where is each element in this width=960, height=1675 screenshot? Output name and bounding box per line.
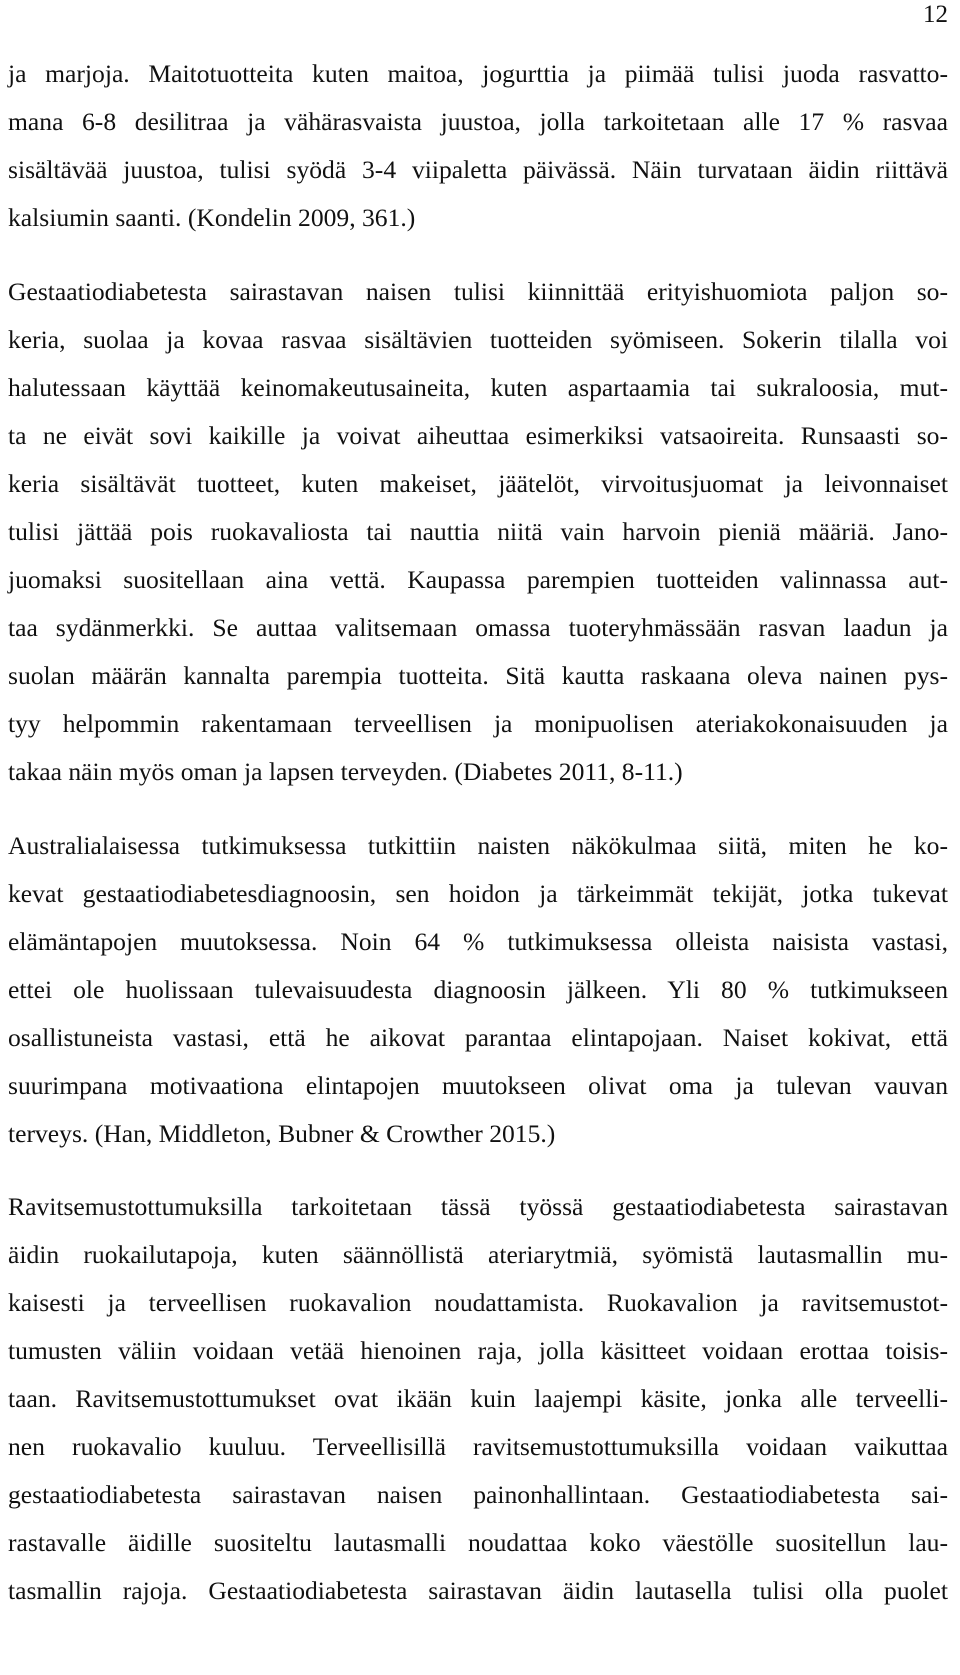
text-line: juomaksi suositellaan aina vettä. Kaupassa parempien tuotteiden valinnassa aut- [8, 565, 948, 594]
text-line: tumusten väliin voidaan vetää hienoinen raja, jolla käsitteet voidaan erottaa toisis- [8, 1336, 948, 1365]
text-line: kevat gestaatiodiabetesdiagnoosin, sen hoidon ja tärkeimmät tekijät, jotka tukevat [8, 879, 948, 908]
text-line: takaa näin myös oman ja lapsen terveyden. (Diabetes 2011, 8-11.) [8, 757, 683, 786]
text-line: osallistuneista vastasi, että he aikovat parantaa elintapojaan. Naiset kokivat, että [8, 1023, 948, 1052]
text-line: keria, suolaa ja kovaa rasvaa sisältävien tuotteiden syömiseen. Sokerin tilalla voi [8, 325, 948, 354]
text-line: tulisi jättää pois ruokavaliosta tai nauttia niitä vain harvoin pieniä määriä. Jano- [8, 517, 948, 546]
text-line: tyy helpommin rakentamaan terveellisen ja monipuolisen ateriakokonaisuuden ja [8, 709, 948, 738]
page-number: 12 [923, 1, 948, 28]
text-line: ja marjoja. Maitotuotteita kuten maitoa, jogurttia ja piimää tulisi juoda rasvatto- [8, 59, 948, 88]
text-line: nen ruokavalio kuuluu. Terveellisillä ravitsemustottumuksilla voidaan vaikuttaa [8, 1432, 948, 1461]
text-line: suurimpana motivaationa elintapojen muutokseen olivat oma ja tulevan vauvan [8, 1071, 948, 1100]
text-line: taan. Ravitsemustottumukset ovat ikään kuin laajempi käsite, jonka alle terveelli- [8, 1384, 948, 1413]
text-line: Gestaatiodiabetesta sairastavan naisen tulisi kiinnittää erityishuomiota paljon so- [8, 277, 948, 306]
text-line: Ravitsemustottumuksilla tarkoitetaan tässä työssä gestaatiodiabetesta sairastavan [8, 1192, 948, 1221]
text-line: sisältävää juustoa, tulisi syödä 3-4 viipaletta päivässä. Näin turvataan äidin riittävä [8, 155, 948, 184]
text-line: tasmallin rajoja. Gestaatiodiabetesta sairastavan äidin lautasella tulisi olla puolet [8, 1576, 948, 1605]
text-line: kalsiumin saanti. (Kondelin 2009, 361.) [8, 203, 416, 232]
text-line: halutessaan käyttää keinomakeutusaineita, kuten aspartaamia tai sukraloosia, mut- [8, 373, 948, 402]
text-line: elämäntapojen muutoksessa. Noin 64 % tutkimuksessa olleista naisista vastasi, [8, 927, 948, 956]
text-line: suolan määrän kannalta parempia tuotteita. Sitä kautta raskaana oleva nainen pys- [8, 661, 948, 690]
text-line: ta ne eivät sovi kaikille ja voivat aiheuttaa esimerkiksi vatsaoireita. Runsaasti so- [8, 421, 948, 450]
text-line: rastavalle äidille suositeltu lautasmalli noudattaa koko väestölle suositellun lau- [8, 1528, 948, 1557]
text-line: äidin ruokailutapoja, kuten säännöllistä ateriarytmiä, syömistä lautasmallin mu- [8, 1240, 948, 1269]
text-line: Australialaisessa tutkimuksessa tutkittiin naisten näkökulmaa siitä, miten he ko- [8, 831, 948, 860]
text-line: terveys. (Han, Middleton, Bubner & Crowther 2015.) [8, 1119, 556, 1148]
text-line: keria sisältävät tuotteet, kuten makeiset, jäätelöt, virvoitusjuomat ja leivonnaiset [8, 469, 948, 498]
text-line: gestaatiodiabetesta sairastavan naisen painonhallintaan. Gestaatiodiabetesta sai- [8, 1480, 948, 1509]
text-line: mana 6-8 desilitraa ja vähärasvaista juustoa, jolla tarkoitetaan alle 17 % rasvaa [8, 107, 948, 136]
text-line: kaisesti ja terveellisen ruokavalion noudattamista. Ruokavalion ja ravitsemustot- [8, 1288, 948, 1317]
text-line: ettei ole huolissaan tulevaisuudesta diagnoosin jälkeen. Yli 80 % tutkimukseen [8, 975, 948, 1004]
text-line: taa sydänmerkki. Se auttaa valitsemaan omassa tuoteryhmässään rasvan laadun ja [8, 613, 948, 642]
